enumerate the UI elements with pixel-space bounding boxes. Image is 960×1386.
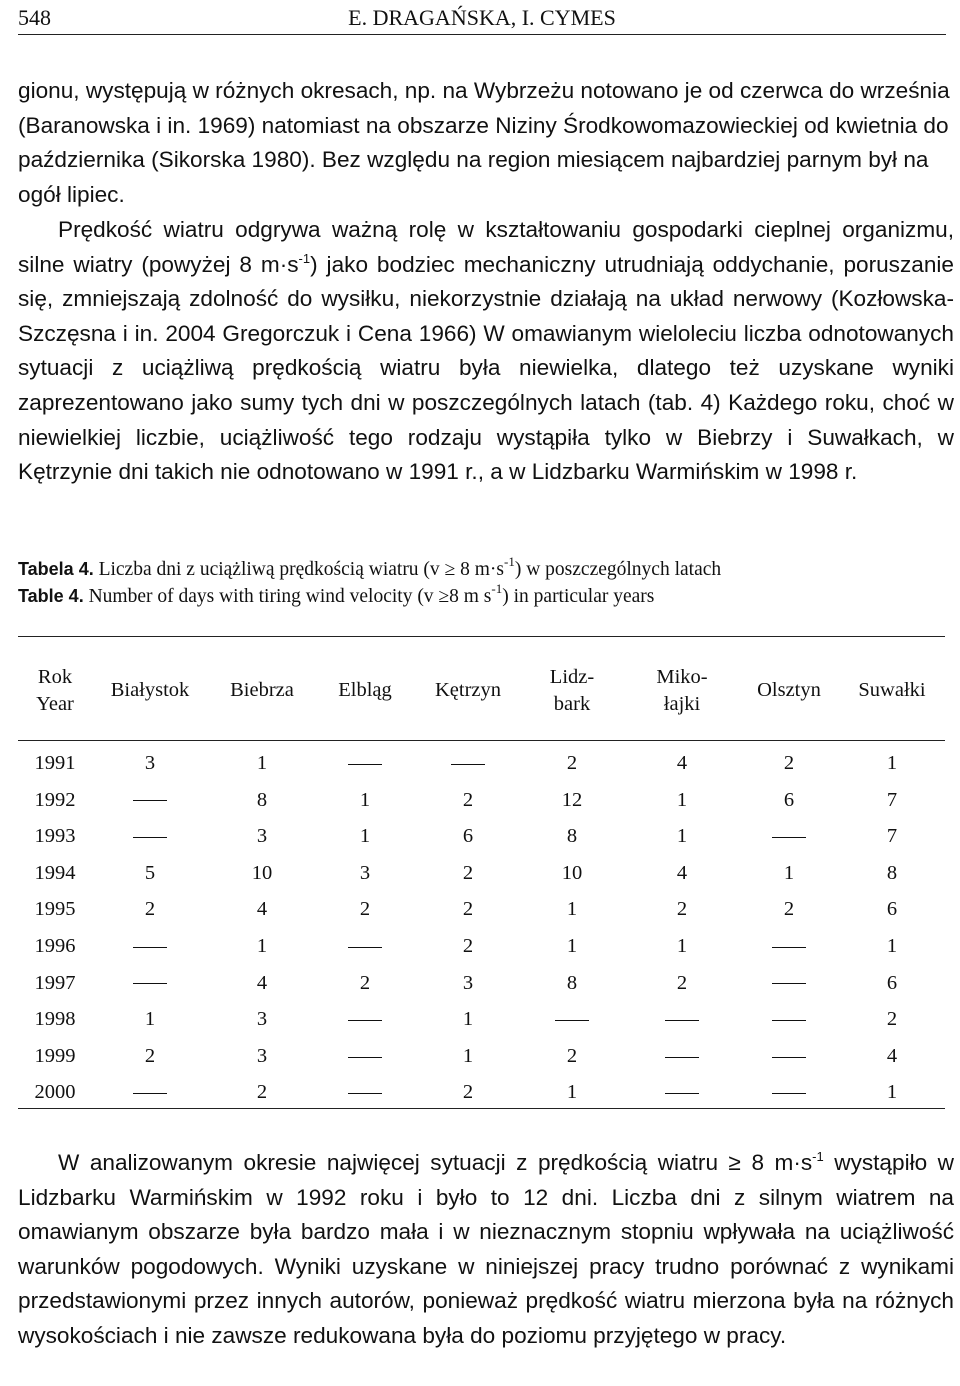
table-cell: 1 (886, 752, 898, 774)
table-cell: 2 (144, 1044, 156, 1067)
p3-part-a: W analizowanym okresie najwięcej sytuacji z prędkością wiatru ≥ 8 m (58, 1150, 794, 1175)
p2-superscript: -1 (298, 250, 311, 266)
table-cell: 1 (144, 1008, 156, 1031)
table-cell: 2 (783, 898, 795, 921)
table-cell (100, 1079, 200, 1106)
table-cell: 2 (462, 788, 474, 811)
table-cell: 3 (462, 971, 474, 994)
table-cell: 1 (676, 935, 688, 957)
column-header-ketrzyn: Kętrzyn (434, 679, 502, 701)
table-row-year: 1992 (34, 788, 76, 811)
dash-mark (133, 800, 167, 801)
table-cell: 3 (359, 861, 371, 884)
table-cell: 1 (566, 898, 578, 921)
dash-mark (772, 1057, 806, 1058)
column-header-mikolajki: Miko- (656, 666, 708, 688)
caption-en-sup: -1 (491, 581, 503, 596)
caption-en-c: ) in particular years (502, 586, 655, 607)
table-cell: 8 (566, 971, 578, 994)
table-cell (632, 1043, 732, 1070)
table-row-year: 1998 (34, 1008, 76, 1031)
p3-part-b: s (800, 1150, 813, 1175)
table-cell: 1 (676, 825, 688, 848)
table-cell: 2 (566, 1044, 578, 1067)
dash-mark (348, 947, 382, 948)
caption-en-a: Number of days with tiring wind velocity (v ≥8 m s (83, 586, 492, 607)
table-cell: 1 (462, 1008, 474, 1031)
table-cell: 10 (251, 861, 273, 884)
dash-mark (451, 764, 485, 765)
table-cell: 1 (676, 788, 688, 811)
table-cell: 4 (256, 971, 268, 994)
table-cell: 6 (886, 971, 898, 994)
table-cell: 7 (886, 825, 898, 848)
table-cell: 2 (359, 898, 371, 921)
p2-part-b: s (287, 251, 299, 277)
table-cell (315, 933, 415, 960)
table-cell (739, 823, 839, 850)
column-header-mikolajki: łajki (663, 693, 701, 715)
table-row-year: 1993 (34, 825, 76, 848)
caption-pl-b: s (496, 559, 505, 580)
table-top-rule (18, 636, 945, 637)
table-cell (522, 1006, 622, 1033)
table-cell: 1 (256, 752, 268, 774)
table-cell: 2 (359, 971, 371, 994)
column-header-biebrza: Biebrza (230, 679, 294, 701)
table-cell: 6 (462, 825, 474, 848)
dash-mark (772, 983, 806, 984)
table-row-year: 1997 (34, 971, 76, 994)
dash-mark (348, 764, 382, 765)
table-cell: 4 (676, 752, 688, 774)
table-cell (739, 1043, 839, 1070)
running-title: E. DRAGAŃSKA, I. CYMES (348, 5, 616, 30)
dash-mark (772, 1020, 806, 1021)
table-cell: 3 (256, 1044, 268, 1067)
table-cell: 1 (566, 935, 578, 957)
dash-mark (665, 1020, 699, 1021)
dash-mark (133, 837, 167, 838)
table-cell: 2 (144, 898, 156, 921)
table-cell: 3 (144, 752, 156, 774)
dash-mark (348, 1057, 382, 1058)
table-cell (632, 1079, 732, 1106)
table-cell (315, 1006, 415, 1033)
dash-mark (555, 1020, 589, 1021)
paragraph-3-text (18, 1146, 954, 1354)
table-cell: 1 (886, 935, 898, 957)
column-header-lidzbark: bark (553, 693, 591, 715)
table-header-rule (18, 740, 945, 741)
table-cell: 4 (256, 898, 268, 921)
paragraph-1 (18, 74, 954, 212)
table-cell: 1 (886, 1081, 898, 1104)
paragraph-1-text: gionu, występują w różnych okresach, np. na Wybrzeżu notowano je od czerwca do września (Baranowska i in. 1969) natomiast na obszarze Niziny Środkowomazowieckiej od kwietnia do października (Sikorska 1980). Bez względu na region miesiącem najbardziej parnym był na ogół lipiec. (18, 78, 950, 207)
table-caption-en (18, 583, 948, 610)
table-cell: 3 (256, 1008, 268, 1031)
dash-mark (133, 1093, 167, 1094)
table-row-year: 1991 (34, 752, 76, 774)
table-cell: 2 (256, 1081, 268, 1104)
table-row-year: 1994 (34, 861, 76, 884)
table-cell: 4 (886, 1044, 898, 1067)
table-cell: 1 (359, 788, 371, 811)
table-cell: 2 (462, 935, 474, 957)
table-cell: 1 (359, 825, 371, 848)
table-row-year: 1996 (34, 935, 76, 957)
table-cell (315, 1079, 415, 1106)
table-cell (100, 933, 200, 960)
table-row-year: 2000 (34, 1081, 76, 1104)
paragraph-3 (18, 1146, 954, 1354)
table-row-year: 1999 (34, 1044, 76, 1067)
table-cell: 3 (256, 825, 268, 848)
table-cell (739, 1006, 839, 1033)
dash-mark (772, 837, 806, 838)
table-cell (100, 823, 200, 850)
p3-superscript: -1 (812, 1149, 824, 1164)
table-cell: 6 (783, 788, 795, 811)
table-cell: 6 (886, 898, 898, 921)
caption-pl-dot: · (489, 559, 497, 580)
table-cell: 5 (144, 861, 156, 884)
table-cell: 8 (256, 788, 268, 811)
paragraph-2-text (18, 213, 954, 490)
dash-mark (665, 1057, 699, 1058)
dash-mark (665, 1093, 699, 1094)
dash-mark (348, 1093, 382, 1094)
caption-pl-label: Tabela 4. (18, 559, 94, 579)
table-cell (100, 787, 200, 814)
table-cell: 2 (886, 1008, 898, 1031)
dash-mark (772, 947, 806, 948)
table-bottom-rule (18, 1108, 945, 1109)
table-cell: 2 (462, 898, 474, 921)
caption-pl-c: ) w poszczególnych latach (514, 559, 722, 580)
table-cell (100, 970, 200, 997)
table-cell (632, 1006, 732, 1033)
table-cell: 1 (256, 935, 268, 957)
table-cell: 7 (886, 788, 898, 811)
column-header-olsztyn: Olsztyn (757, 679, 821, 701)
paragraph-2 (18, 213, 954, 490)
table-cell (315, 750, 415, 777)
column-header-elblag: Elbląg (338, 679, 392, 701)
table-cell (739, 970, 839, 997)
p2-part-a: Prędkość wiatru odgrywa ważną rolę w kształtowaniu gospodarki cieplnej organizmu, silne wiatry (powyżej 8 m (18, 217, 954, 277)
p2-dot: · (279, 251, 288, 277)
column-header-suwalki: Suwałki (858, 679, 926, 701)
table-cell: 2 (783, 752, 795, 774)
dash-mark (133, 947, 167, 948)
table-cell: 4 (676, 861, 688, 884)
p3-dot: · (793, 1150, 801, 1175)
running-header (18, 2, 946, 35)
table-cell: 10 (561, 861, 583, 884)
caption-pl-sup: -1 (504, 554, 515, 569)
table-cell (418, 750, 518, 777)
column-header-bialystok: Białystok (110, 679, 190, 701)
caption-pl-a: Liczba dni z uciążliwą prędkością wiatru (v ≥ 8 m (93, 559, 490, 580)
table-cell: 1 (566, 1081, 578, 1104)
table-caption-pl (18, 556, 948, 583)
column-header-year: Rok (37, 666, 73, 688)
table-cell: 12 (561, 788, 583, 811)
p2-part-c: ) jako bodziec mechaniczny utrudniają oddychanie, poruszanie się, zmniejszają zdolność do wysiłku, niekorzystnie działają na układ nerwowy (Kozłowska-Szczęsna i in. 2004 Gregorczuk i Cena 1966) W omawianym wieloleciu liczba odnotowanych sytuacji z uciążliwą prędkością wiatru była niewielka, dlatego też uzyskane wyniki zaprezentowano jako sumy tych dni w poszczególnych latach (tab. 4) Każdego roku, choć w niewielkiej liczbie, uciążliwość tego rodzaju wystąpiła tylko w Biebrzy i Suwałkach, w Kętrzynie dni takich nie odnotowano w 1991 r., a w Lidzbarku Warmińskim w 1998 r. (18, 251, 954, 485)
table-cell: 2 (676, 971, 688, 994)
table-cell: 1 (462, 1044, 474, 1067)
caption-en-label: Table 4. (18, 586, 84, 606)
p3-part-c: wystąpiło w Lidzbarku Warmińskim w 1992 roku i było to 12 dni. Liczba dni z silnym wiatrem na omawianym obszarze była bardzo mała i w nieznacznym stopniu wpływała na uciążliwość warunków pogodowych. Wyniki uzyskane w niniejszej pracy trudno porównać z wynikami przedstawionymi przez innych autorów, ponieważ prędkość wiatru mierzona była na różnych wysokościach i nie zawsze redukowana była do poziomu przyjętego w pracy. (18, 1150, 955, 1348)
table-cell (739, 1079, 839, 1106)
table-cell: 1 (783, 861, 795, 884)
dash-mark (348, 1020, 382, 1021)
table-cell: 2 (566, 752, 578, 774)
column-header-year: Year (36, 693, 74, 715)
table-cell: 2 (462, 1081, 474, 1104)
table-cell: 8 (566, 825, 578, 848)
table-cell: 2 (462, 861, 474, 884)
page-number: 548 (18, 5, 51, 30)
table-cell (739, 933, 839, 960)
column-header-lidzbark: Lidz- (549, 666, 595, 688)
table-cell (315, 1043, 415, 1070)
dash-mark (133, 983, 167, 984)
table-cell: 8 (886, 861, 898, 884)
dash-mark (772, 1093, 806, 1094)
table-row-year: 1995 (34, 898, 76, 921)
table-cell: 2 (676, 898, 688, 921)
